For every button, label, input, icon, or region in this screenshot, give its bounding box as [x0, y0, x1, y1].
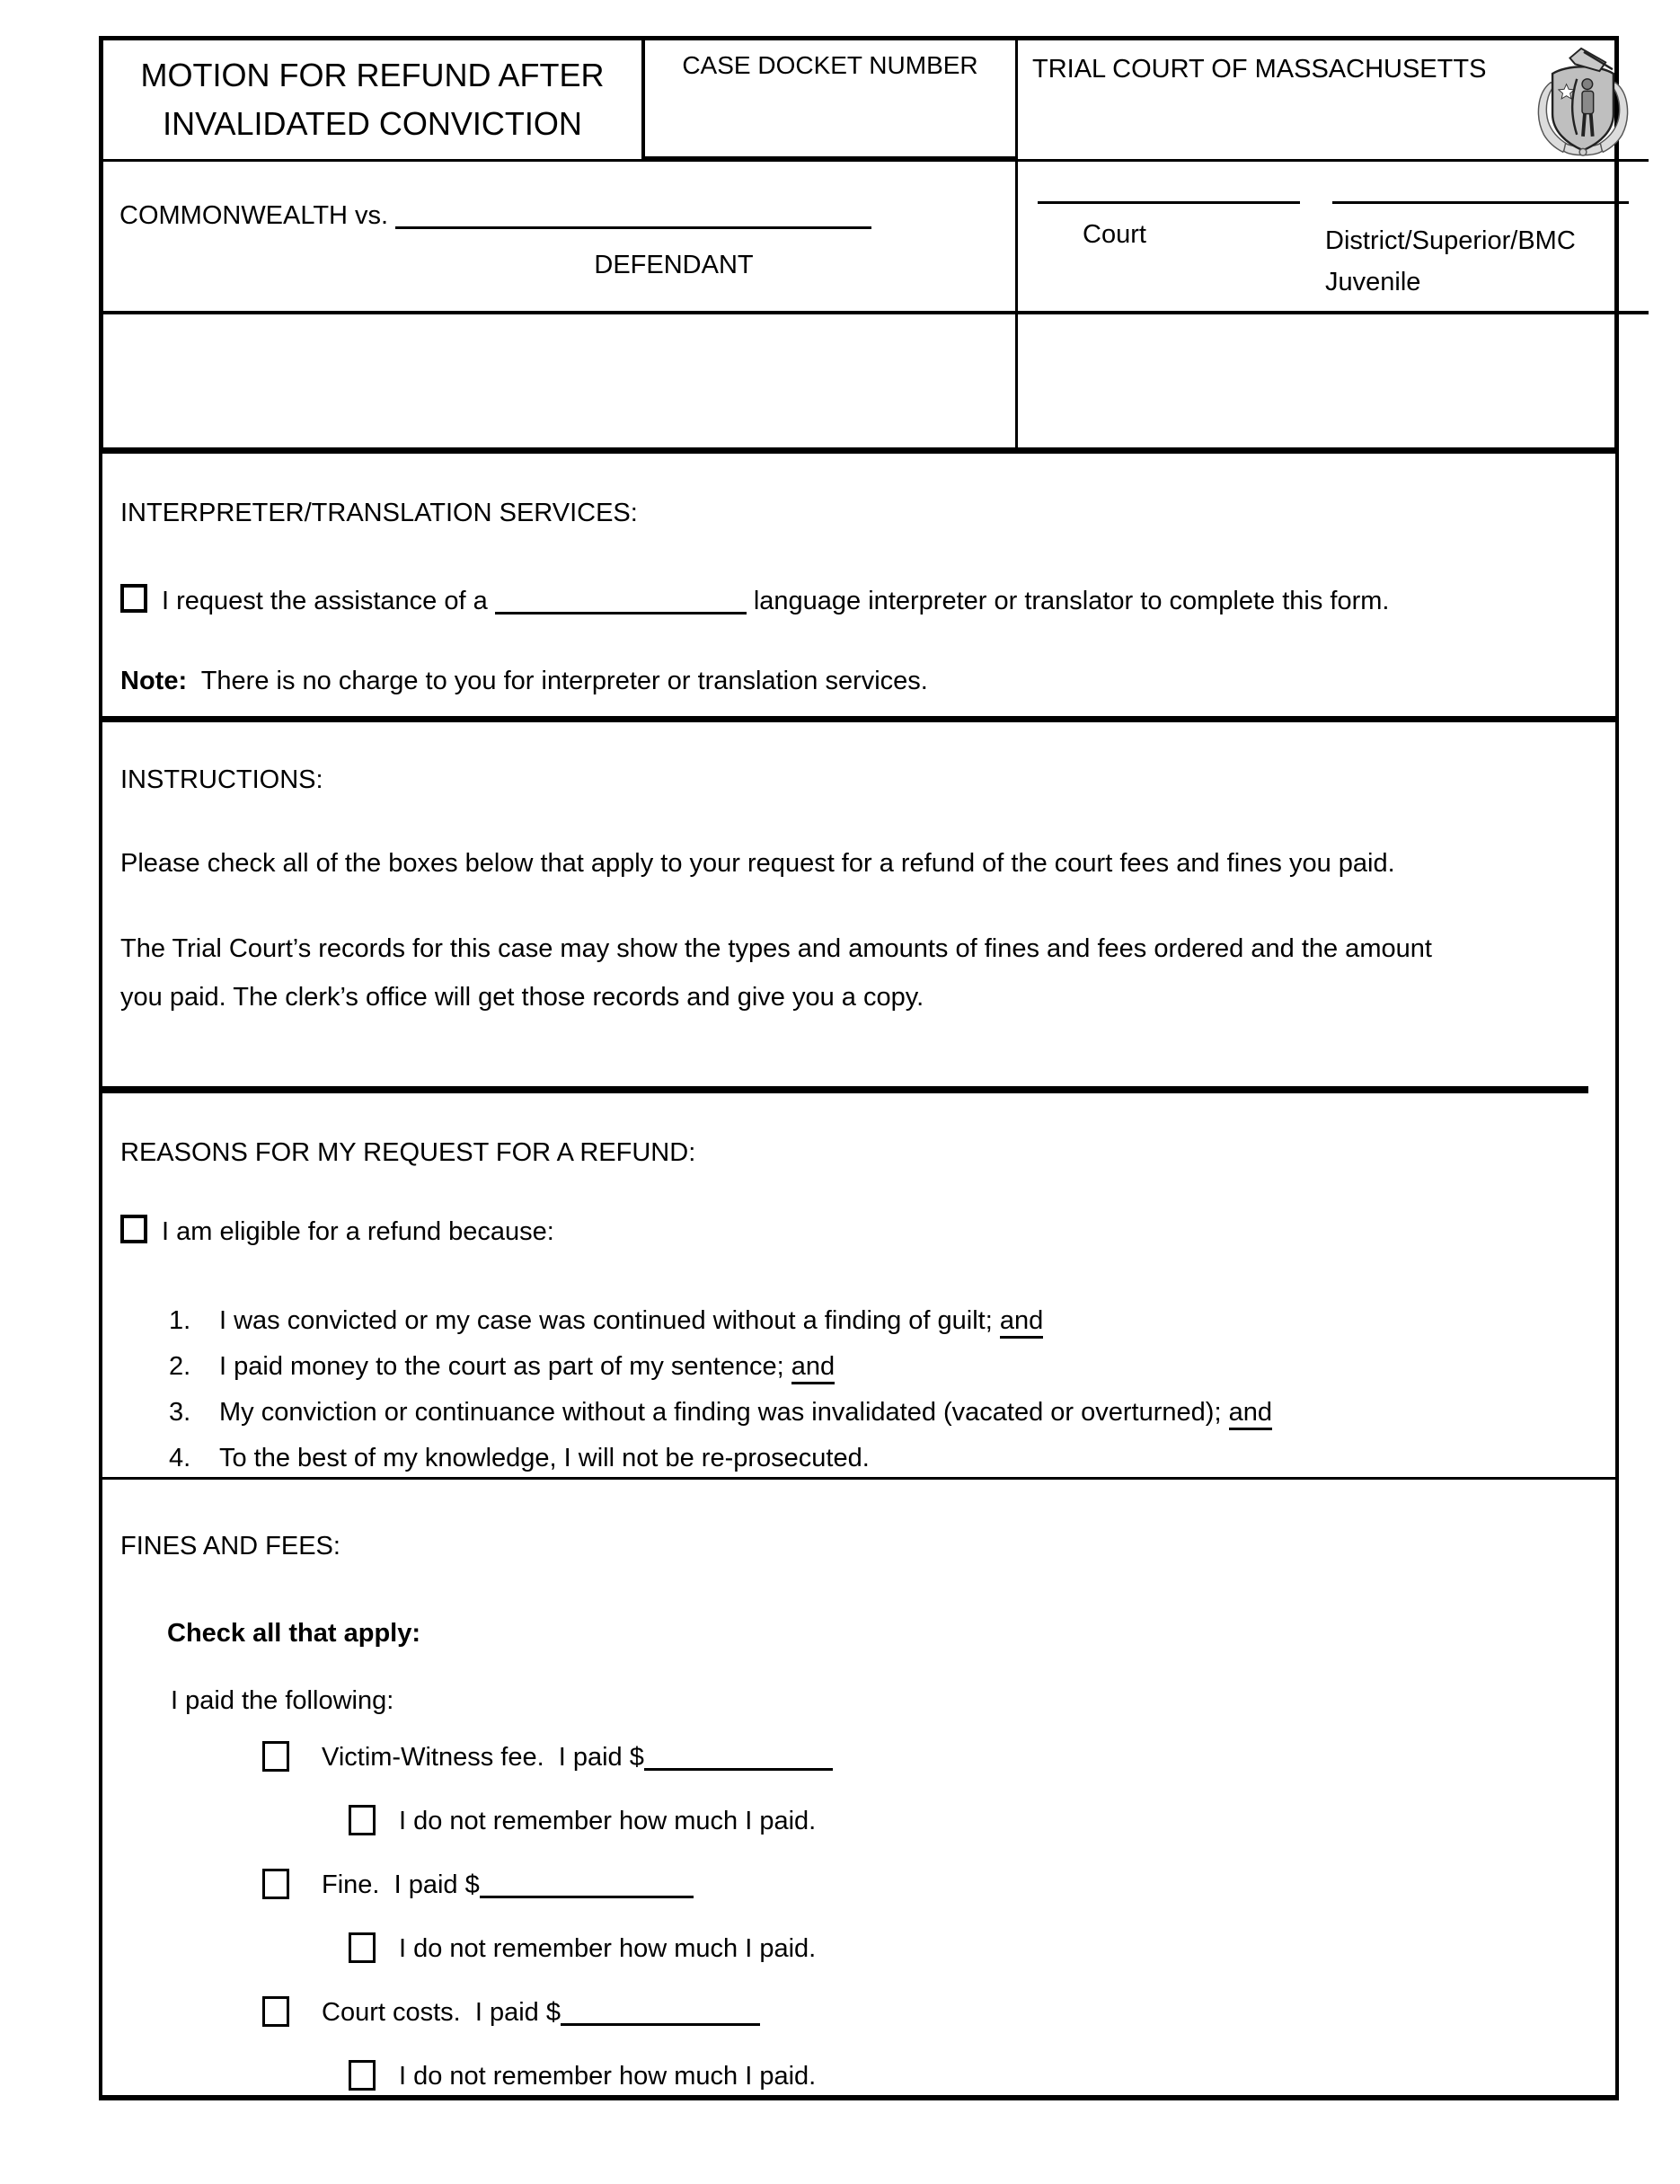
- victim-witness-label: Victim-Witness fee. I paid $: [322, 1743, 644, 1772]
- fines-section: [99, 1480, 1619, 2100]
- court-costs-amount-field[interactable]: [561, 1998, 760, 2026]
- fine-unknown-checkbox[interactable]: [349, 1932, 376, 1963]
- fines-heading: FINES AND FEES:: [120, 1532, 340, 1561]
- commonwealth-label: COMMONWEALTH vs.: [119, 201, 389, 230]
- reasons-heading: REASONS FOR MY REQUEST FOR A REFUND:: [120, 1138, 696, 1168]
- eligible-checkbox[interactable]: [120, 1215, 147, 1243]
- instructions-heading: INSTRUCTIONS:: [120, 765, 323, 794]
- court-line-label: Court: [1083, 220, 1146, 249]
- victim-witness-unknown-label: I do not remember how much I paid.: [399, 1807, 817, 1835]
- court-labels-row: [1038, 220, 1649, 304]
- court-selection-cell: [1018, 162, 1649, 314]
- paid-following-label: I paid the following:: [171, 1686, 394, 1715]
- court-costs-unknown-row: [349, 2060, 1597, 2091]
- interpreter-section: [99, 454, 1619, 722]
- victim-witness-unknown-row: [349, 1805, 1597, 1836]
- interpreter-request-row: [120, 584, 1597, 616]
- defendant-label: DEFENDANT: [594, 251, 754, 279]
- interpreter-request-prefix: I request the assistance of a: [162, 587, 488, 615]
- case-docket-label: CASE DOCKET NUMBER: [682, 51, 978, 79]
- instructions-section: [99, 722, 1619, 1480]
- form-body: [99, 36, 1619, 2100]
- fine-amount-field[interactable]: [480, 1870, 694, 1898]
- victim-witness-amount-field[interactable]: [644, 1743, 833, 1771]
- fine-unknown-label: I do not remember how much I paid.: [399, 1934, 817, 1963]
- reason-item-4: 4. To the best of my knowledge, I will not be re-prosecuted.: [169, 1444, 870, 1473]
- fine-label: Fine. I paid $: [322, 1870, 480, 1899]
- check-all-label: Check all that apply:: [167, 1619, 421, 1648]
- court-costs-checkbox[interactable]: [262, 1996, 289, 2027]
- juvenile-label: Juvenile: [1325, 268, 1421, 297]
- victim-witness-row: [262, 1741, 1597, 1773]
- division-label: District/Superior/BMC Juvenile: [1325, 226, 1576, 297]
- eligible-row: [120, 1215, 1597, 1247]
- fine-checkbox[interactable]: [262, 1869, 289, 1899]
- eligible-text: I am eligible for a refund because:: [162, 1217, 554, 1247]
- header-table: [99, 36, 1619, 454]
- fine-unknown-row: [349, 1932, 1597, 1964]
- reason-item-2: 2. I paid money to the court as part of my sentence; and: [169, 1352, 1597, 1382]
- victim-witness-unknown-checkbox[interactable]: [349, 1805, 376, 1835]
- court-costs-label: Court costs. I paid $: [322, 1998, 561, 2027]
- fine-row: [262, 1869, 1597, 1900]
- trial-court-cell: [1018, 40, 1649, 162]
- court-division-field[interactable]: [1332, 176, 1629, 204]
- language-field[interactable]: [495, 587, 747, 615]
- court-costs-row: [262, 1996, 1597, 2028]
- defendant-name-field[interactable]: [395, 201, 871, 229]
- interpreter-heading: INTERPRETER/TRANSLATION SERVICES:: [120, 499, 638, 527]
- empty-cell-left: [103, 314, 1018, 447]
- reasons-list: [120, 1306, 1597, 1473]
- trial-court-label: TRIAL COURT OF MASSACHUSETTS: [1032, 55, 1487, 84]
- reason-item-1: 1. I was convicted or my case was continued without a finding of guilt; and: [169, 1306, 1597, 1336]
- instructions-paragraph-2: The Trial Court’s records for this case may show the types and amounts of fines and fees ordered and the amount you paid. The clerk’s office will get those records and give you a copy.: [120, 934, 1432, 1012]
- massachusetts-seal-icon: [1530, 46, 1636, 159]
- note-label: Note:: [120, 667, 188, 695]
- reason-item-3: 3. My conviction or continuance without a finding was invalidated (vacated or overturned); and: [169, 1398, 1597, 1428]
- case-caption-cell: [103, 162, 1018, 314]
- interpreter-request-suffix: language interpreter or translator to complete this form.: [753, 587, 1390, 615]
- court-name-field[interactable]: [1038, 176, 1300, 204]
- court-costs-unknown-label: I do not remember how much I paid.: [399, 2062, 817, 2091]
- form-title-line1: MOTION FOR REFUND AFTER: [140, 57, 605, 93]
- court-blank-row: [1038, 176, 1649, 206]
- court-costs-unknown-checkbox[interactable]: [349, 2060, 376, 2091]
- note-text: There is no charge to you for interpreter or translation services.: [187, 667, 928, 695]
- case-docket-input-area[interactable]: [645, 40, 1018, 162]
- victim-witness-checkbox[interactable]: [262, 1741, 289, 1772]
- interpreter-note: [120, 667, 1597, 696]
- section-divider-rule: [102, 1086, 1588, 1093]
- instructions-paragraph-1: Please check all of the boxes below that apply to your request for a refund of the court fees and fines you paid.: [120, 849, 1395, 878]
- form-title-line2: INVALIDATED CONVICTION: [163, 105, 582, 142]
- interpreter-request-checkbox[interactable]: [120, 584, 147, 613]
- form-title-cell: [103, 40, 645, 162]
- empty-cell-right: [1018, 314, 1649, 447]
